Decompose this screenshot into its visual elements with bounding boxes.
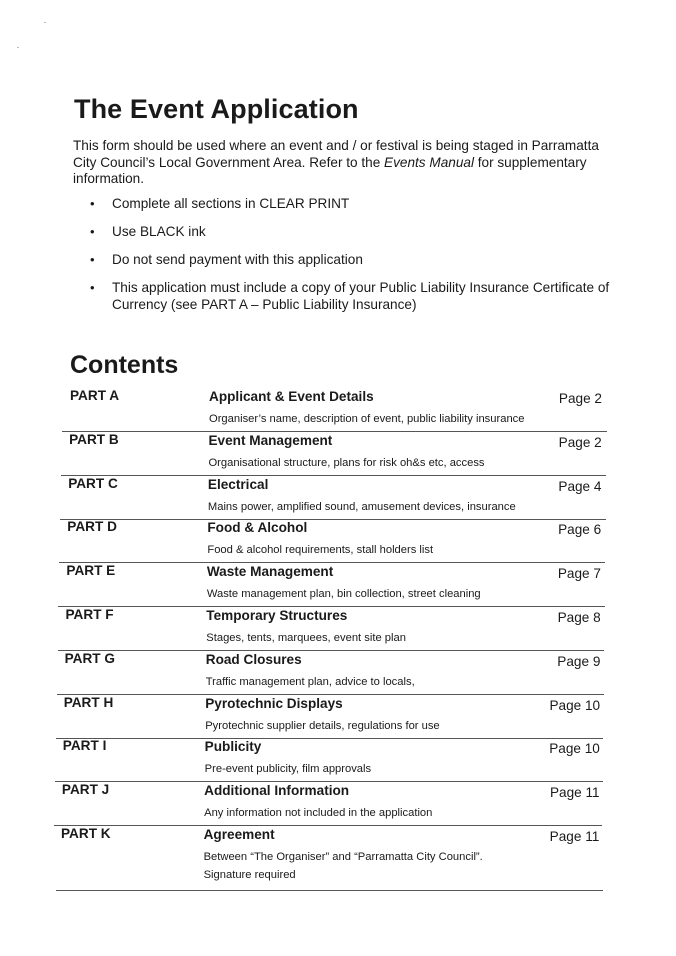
intro-manual-reference: Events Manual [384, 154, 474, 170]
part-label: PART K [61, 826, 111, 841]
contents-row [0, 519, 676, 563]
section-title: Publicity [204, 739, 262, 755]
part-label: PART D [67, 519, 117, 535]
page-number: Page 8 [557, 610, 601, 625]
part-label: PART G [64, 650, 115, 666]
part-label: PART B [69, 431, 119, 447]
instruction-text: Do not send payment with this application [112, 252, 363, 267]
section-description: Pyrotechnic supplier details, regulations for use [205, 719, 440, 732]
bullet-icon: • [90, 224, 95, 239]
instruction-text: Use BLACK ink [112, 224, 206, 239]
page-number: Page 2 [558, 391, 602, 406]
part-label: PART A [70, 388, 120, 403]
section-title: Applicant & Event Details [209, 389, 374, 404]
instruction-text: This application must include a copy of your Public Liability Insurance Certificate of Currency (see PART A – Public Liability Insurance) [112, 280, 610, 312]
contents-row [0, 695, 676, 739]
bullet-icon: • [90, 196, 95, 211]
section-description: Pre-event publicity, film approvals [204, 763, 372, 776]
section-title: Pyrotechnic Displays [205, 695, 343, 711]
section-description: Food & alcohol requirements, stall holders list [207, 544, 434, 557]
page-number: Page 2 [558, 434, 602, 450]
section-title: Additional Information [204, 783, 350, 799]
contents-row [0, 563, 676, 607]
page-number: Page 9 [557, 653, 601, 669]
row-divider [56, 890, 603, 891]
page-number: Page 4 [558, 478, 602, 494]
intro-text-2: for supplementary information. [73, 154, 587, 186]
instruction-text: Complete all sections in CLEAR PRINT [112, 196, 350, 211]
part-label: PART C [68, 475, 118, 491]
part-label: PART E [66, 563, 116, 579]
section-description-line2: Signature required [203, 869, 296, 881]
section-title: Waste Management [206, 564, 334, 580]
part-label: PART J [61, 782, 110, 798]
contents-row [0, 782, 676, 826]
part-label: PART F [65, 607, 114, 622]
bullet-icon: • [90, 252, 95, 267]
section-title: Electrical [207, 476, 269, 492]
intro-text-1: This form should be used where an event and / or festival is being staged in Parramatta City Council’s Local Government Area. Refer to the [73, 138, 599, 170]
section-description: Stages, tents, marquees, event site plan [206, 632, 406, 644]
section-title: Food & Alcohol [207, 520, 308, 536]
page-number: Page 11 [549, 829, 600, 844]
contents-row [0, 476, 676, 520]
page-title: The Event Application [74, 94, 359, 124]
page-number: Page 7 [557, 566, 601, 582]
page-number: Page 10 [549, 697, 601, 713]
section-title: Event Management [208, 432, 333, 448]
contents-row [0, 607, 676, 651]
section-title: Temporary Structures [206, 608, 348, 623]
contents-row [0, 388, 676, 432]
section-description: Any information not included in the application [204, 807, 433, 820]
contents-row [0, 826, 676, 881]
section-description: Waste management plan, bin collection, street cleaning [206, 588, 481, 601]
page-number: Page 6 [558, 522, 602, 538]
contents-heading: Contents [70, 351, 179, 379]
section-description: Traffic management plan, advice to locals, [205, 675, 415, 688]
contents-row [0, 738, 676, 782]
section-description: Organiser’s name, description of event, public liability insurance [209, 413, 525, 425]
scan-speck [44, 22, 46, 23]
section-title: Road Closures [205, 651, 302, 667]
part-label: PART I [62, 738, 107, 754]
scan-speck [17, 47, 19, 48]
page-number: Page 11 [549, 785, 600, 801]
section-description: Organisational structure, plans for risk oh&s etc, access [208, 456, 485, 469]
part-label: PART H [63, 694, 114, 710]
page-number: Page 10 [549, 741, 600, 757]
contents-row [0, 432, 676, 476]
contents-row [0, 651, 676, 695]
bullet-icon: • [90, 280, 95, 295]
section-description: Between “The Organiser” and “Parramatta City Council”. [203, 851, 483, 863]
section-description: Mains power, amplified sound, amusement devices, insurance [207, 500, 516, 513]
section-title: Agreement [203, 827, 275, 842]
